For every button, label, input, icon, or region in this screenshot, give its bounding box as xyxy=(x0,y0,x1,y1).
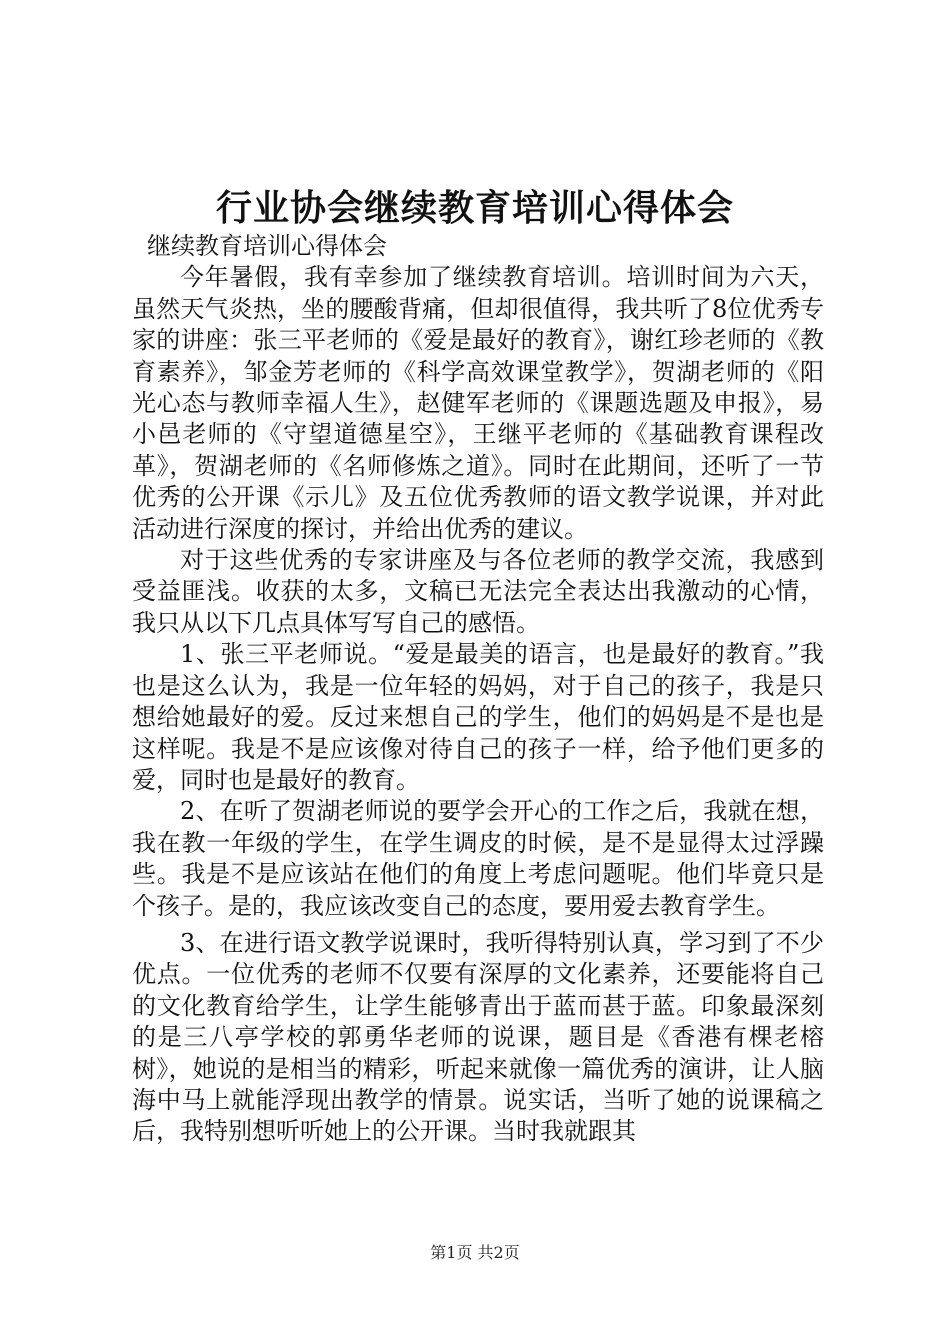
document-title: 行业协会继续教育培训心得体会 xyxy=(215,187,734,229)
paragraph-intro: 今年暑假，我有幸参加了继续教育培训。培训时间为六天，虽然天气炎热，坐的腰酸背痛，但却很值得，我共听了8位优秀专家的讲座：张三平老师的《爱是最好的教育》，谢红珍老师的《教育素养》，邹金芳老师的《科学高效课堂教学》，贺湖老师的《阳光心态与教师幸福人生》，赵健军老师的《课题选题及申报》，易小邑老师的《守望道德星空》，王继平老师的《基础教育课程改革》，贺湖老师的《名师修炼之道》。同时在此期间，还听了一节优秀的公开课《示儿》及五位优秀教师的语文教学说课，并对此活动进行深度的探讨，并给出优秀的建议。 xyxy=(132,263,824,543)
page-number-footer: 第1页 共2页 xyxy=(430,1243,520,1262)
paragraph-point-1: 1、张三平老师说。“爱是最美的语言，也是最好的教育。”我也是这么认为，我是一位年轻的妈妈，对于自己的孩子，我是只想给她最好的爱。反过来想自己的学生，他们的妈妈是不是也是这样呢。我是不是应该像对待自己的孩子一样，给予他们更多的爱，同时也是最好的教育。 xyxy=(132,640,824,794)
paragraph-reflection: 对于这些优秀的专家讲座及与各位老师的教学交流，我感到受益匪浅。收获的太多，文稿已无法完全表达出我激动的心情，我只从以下几点具体写写自己的感悟。 xyxy=(132,546,824,637)
document-body xyxy=(132,231,824,1148)
paragraph-point-3: 3、在进行语文教学说课时，我听得特别认真，学习到了不少优点。一位优秀的老师不仅要有深厚的文化素养，还要能将自己的文化教育给学生，让学生能够青出于蓝而甚于蓝。印象最深刻的是三八亭学校的郭勇华老师的说课，题目是《香港有棵老榕树》，她说的是相当的精彩，听起来就像一篇优秀的演讲，让人脑海中马上就能浮现出教学的情景。说实话，当听了她的说课稿之后，我特别想听听她上的公开课。当时我就跟其 xyxy=(132,928,824,1146)
document-subtitle: 继续教育培训心得体会 xyxy=(147,232,387,260)
paragraph-point-2: 2、在听了贺湖老师说的要学会开心的工作之后，我就在想，我在教一年级的学生，在学生调皮的时候，是不是显得太过浮躁些。我是不是应该站在他们的角度上考虑问题呢。他们毕竟只是个孩子。是的，我应该改变自己的态度，要用爱去教育学生。 xyxy=(132,797,824,920)
